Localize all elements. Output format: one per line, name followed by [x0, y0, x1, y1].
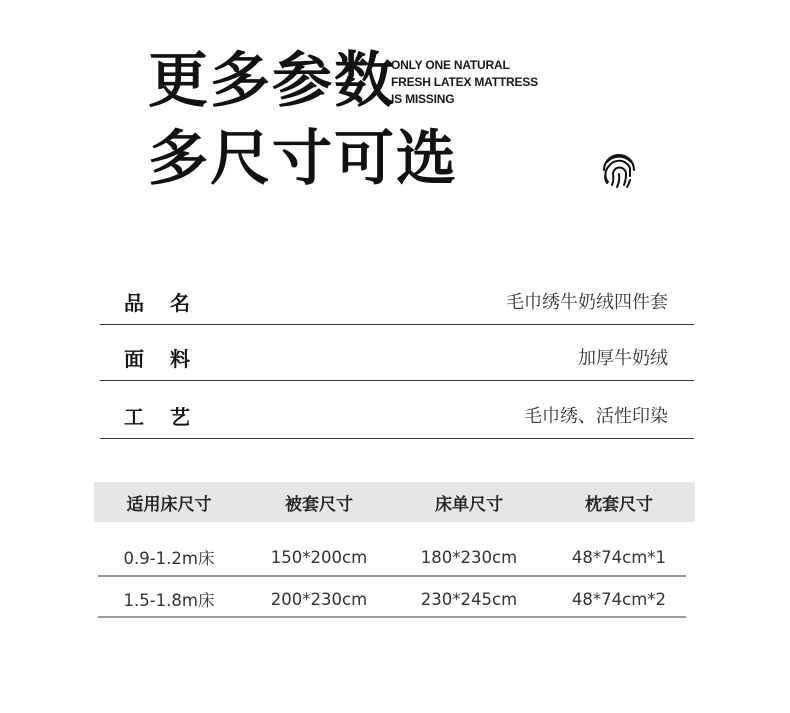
table-header [94, 482, 695, 522]
table-cell: 180*230cm [420, 547, 518, 567]
spec-row-craft [100, 382, 694, 439]
table-cell: 200*230cm [270, 589, 368, 609]
table-cell: 0.9-1.2m床 [123, 549, 215, 568]
spec-row-product-name [100, 268, 694, 325]
spec-value: 毛巾绣牛奶绒四件套 [506, 292, 668, 313]
subtitle-line: ONLY ONE NATURAL [391, 58, 510, 72]
table-cell: 150*200cm [270, 547, 368, 567]
table-cell: 48*74cm*1 [571, 547, 667, 567]
spec-label: 面料 [124, 347, 216, 371]
subtitle-line: IS MISSING [391, 92, 455, 106]
spec-value: 毛巾绣、活性印染 [524, 406, 668, 427]
spec-row-fabric [100, 324, 694, 381]
english-subtitle [391, 57, 538, 108]
row-divider [98, 575, 686, 577]
table-cell: 48*74cm*2 [571, 589, 667, 609]
page-title-line-2: 多尺寸可选 [148, 124, 458, 194]
spec-value: 加厚牛奶绒 [578, 348, 668, 369]
table-row [94, 538, 695, 576]
column-header: 床单尺寸 [435, 494, 503, 515]
size-table [94, 482, 695, 618]
table-cell: 1.5-1.8m床 [123, 591, 215, 610]
spec-label: 品名 [124, 291, 216, 315]
table-row [94, 580, 695, 618]
table-cell: 230*245cm [420, 589, 518, 609]
column-header: 枕套尺寸 [585, 494, 653, 515]
page-title-line-1: 更多参数 [148, 46, 396, 116]
column-header: 适用床尺寸 [126, 494, 212, 515]
fingerprint-icon [599, 150, 639, 190]
subtitle-line: FRESH LATEX MATTRESS [391, 75, 538, 89]
row-divider [98, 616, 686, 618]
column-header: 被套尺寸 [285, 494, 353, 515]
spec-label: 工艺 [124, 405, 216, 429]
